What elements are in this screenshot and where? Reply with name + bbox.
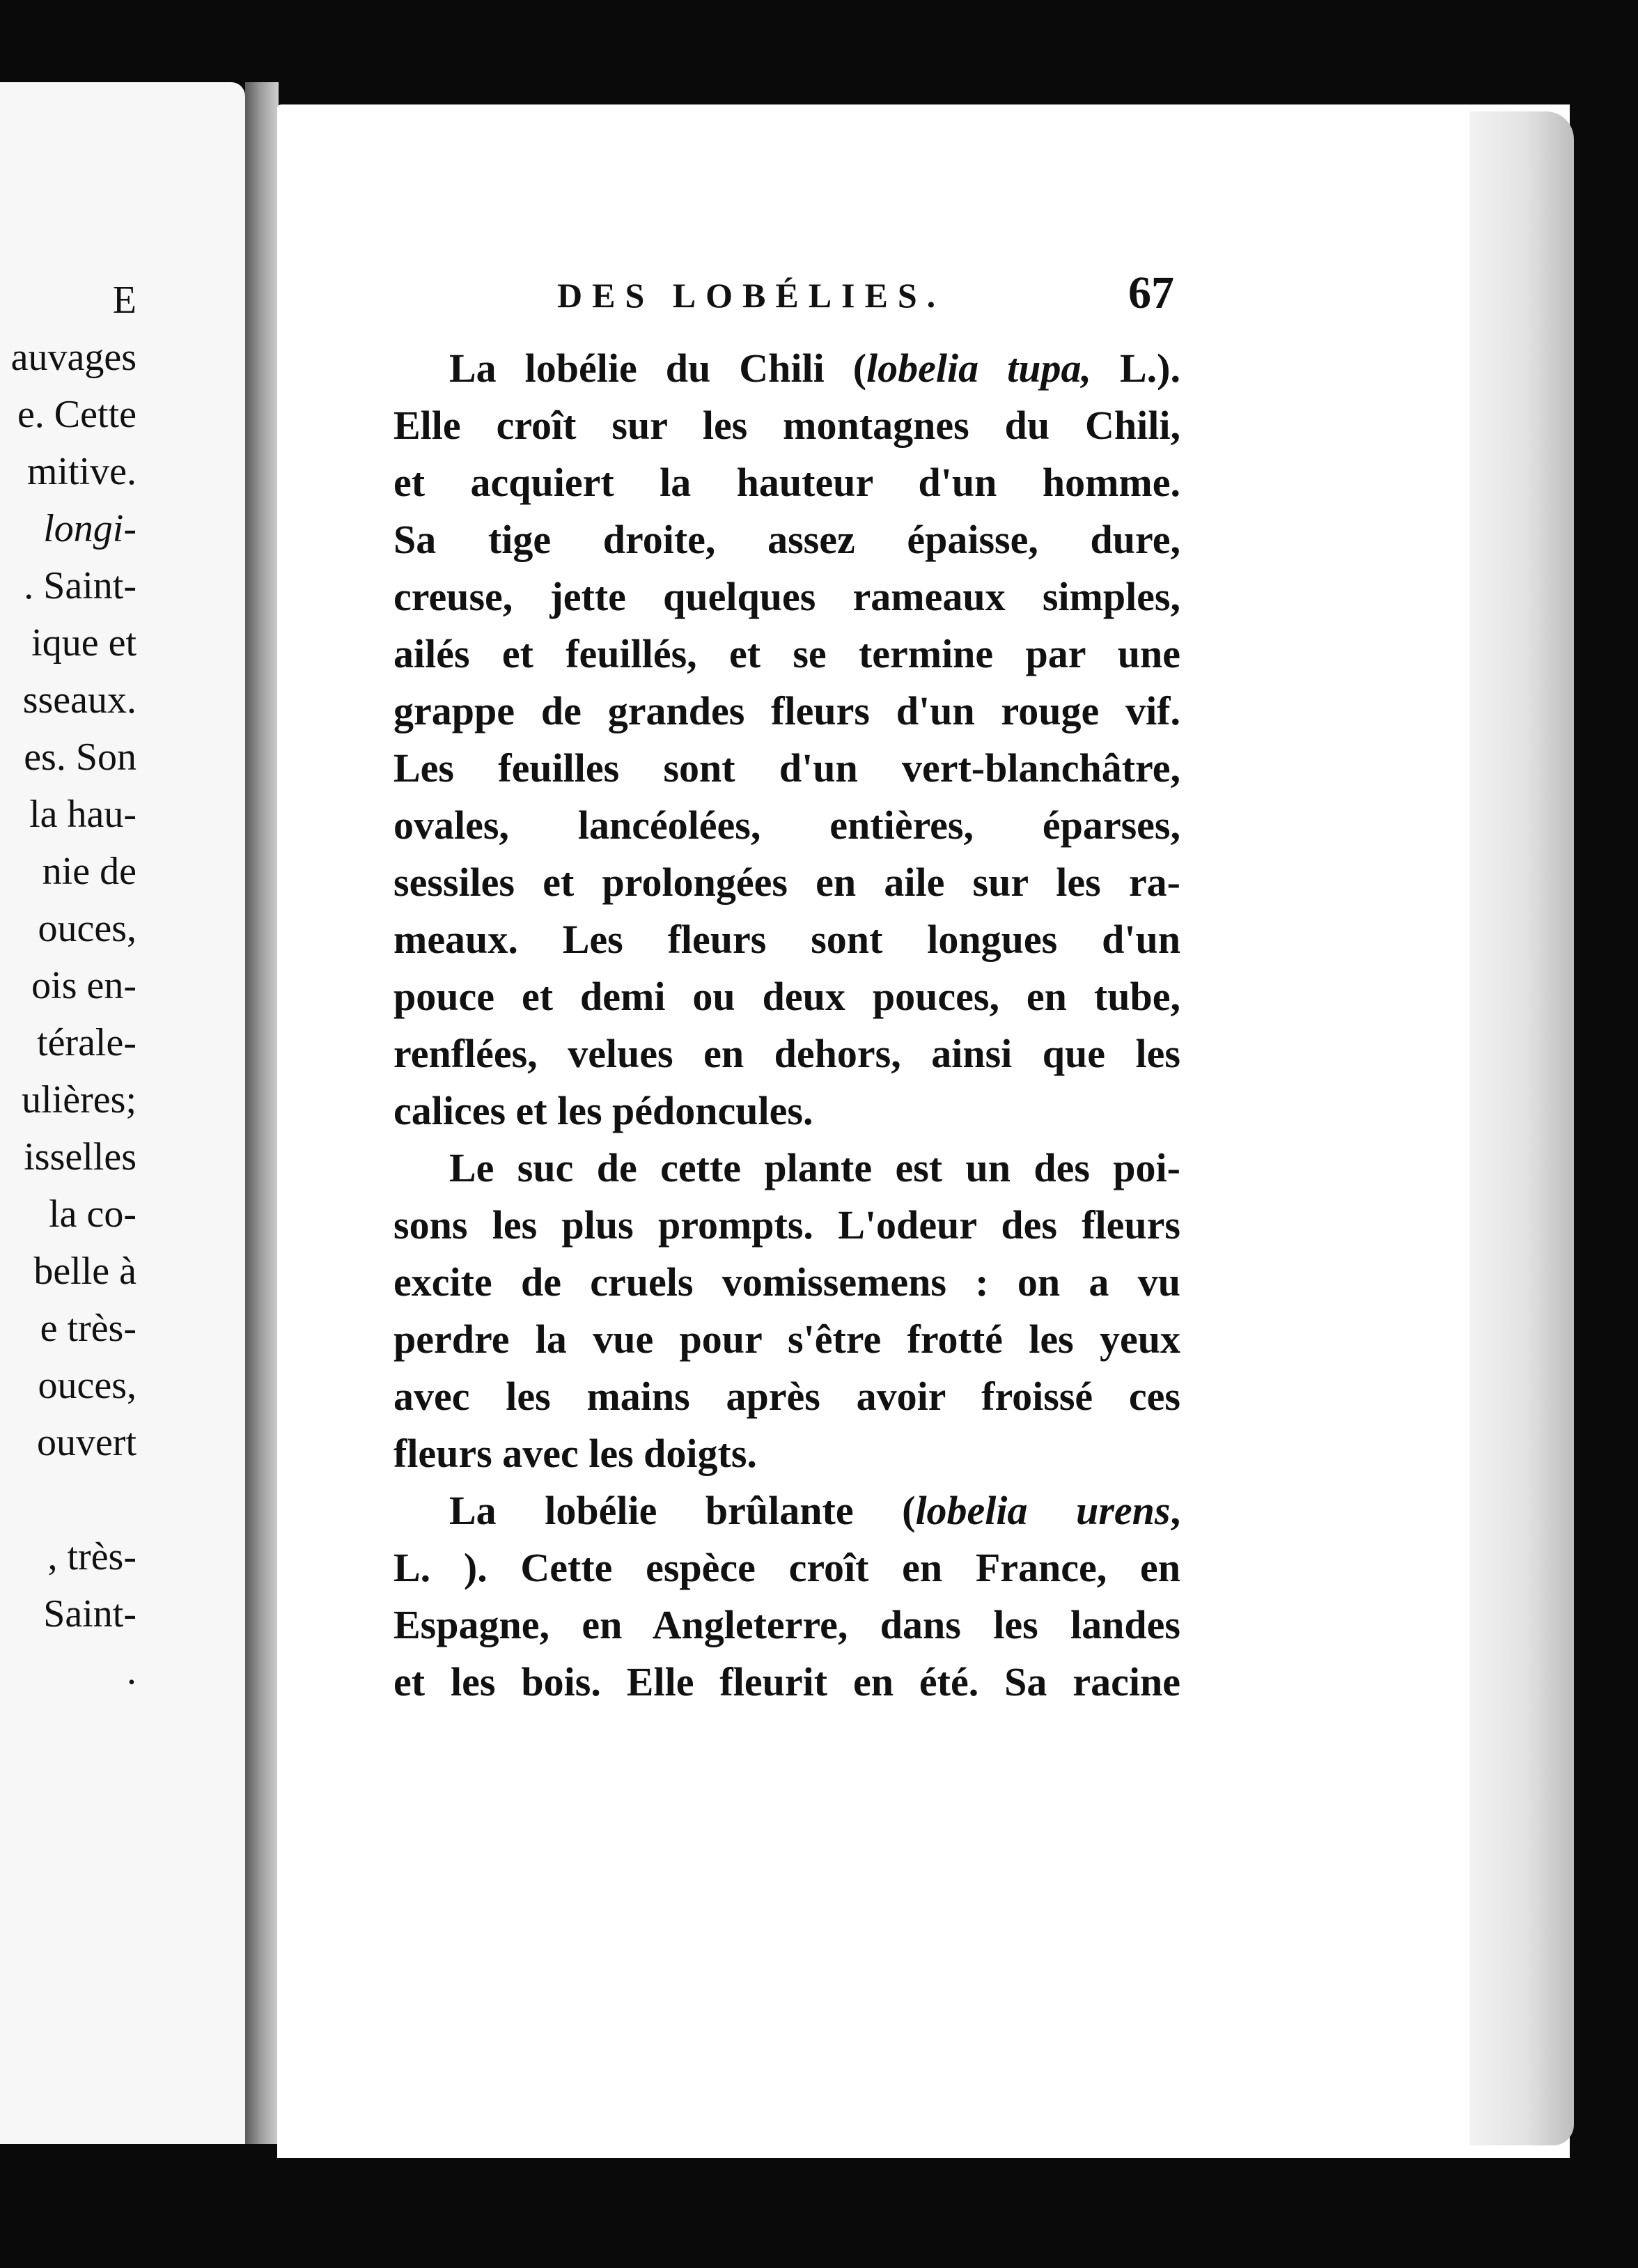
page-edge-shadow (1469, 111, 1574, 2145)
text-line: sessiles et prolongées en aile sur les ra- (393, 860, 1180, 905)
left-page-line: e. Cette (17, 393, 136, 436)
left-page-line: longi- (43, 507, 136, 550)
left-page-line: ique et (31, 621, 136, 665)
left-page-line: la co- (49, 1193, 136, 1236)
page-header (557, 267, 1184, 338)
text-line: Les feuilles sont d'un vert-blanchâtre, (393, 745, 1180, 791)
text-line: et acquiert la hauteur d'un homme. (393, 460, 1180, 505)
latin-name: lobelia tupa, (866, 345, 1091, 391)
text-line: excite de cruels vomissemens : on a vu (393, 1259, 1180, 1305)
text-line: avec les mains après avoir froissé ces (393, 1374, 1180, 1419)
left-facing-page (0, 82, 245, 2144)
left-page-text-fragments (0, 272, 245, 1700)
text-line: ovales, lancéolées, entières, éparses, (393, 802, 1180, 848)
text-line: ailés et feuillés, et se termine par une (393, 631, 1180, 676)
text-line: Espagne, en Angleterre, dans les landes (393, 1602, 1180, 1647)
text-line: grappe de grandes fleurs d'un rouge vif. (393, 688, 1180, 733)
left-page-line (0, 1471, 136, 1528)
text-line: perdre la vue pour s'être frotté les yeux (393, 1316, 1180, 1362)
left-page-line: isselles (24, 1135, 136, 1179)
left-page-line: e très- (40, 1307, 136, 1350)
left-page-line: E (112, 279, 136, 322)
left-page-line: nie de (42, 850, 136, 893)
left-page-line: . (127, 1649, 136, 1693)
text-line: creuse, jette quelques rameaux simples, (393, 574, 1180, 619)
text-line: L. ). Cette espèce croît en France, en (393, 1545, 1180, 1590)
left-page-line: es. Son (24, 736, 136, 779)
left-page-line: ulières; (22, 1078, 136, 1121)
left-page-line: ouces, (38, 907, 136, 950)
text-line: pouce et demi ou deux pouces, en tube, (393, 974, 1180, 1019)
body-text (393, 340, 1180, 1711)
latin-name: lobelia urens (915, 1488, 1171, 1533)
text-line: calices et les pédoncules. (393, 1088, 813, 1133)
text-line: renflées, velues en dehors, ainsi que les (393, 1031, 1180, 1076)
text-line: Le suc de cette plante est un des poi- (449, 1145, 1180, 1190)
left-page-line: térale- (37, 1021, 136, 1064)
left-page-line: Saint- (43, 1592, 136, 1636)
text-line: Elle croît sur les montagnes du Chili, (393, 403, 1180, 448)
left-page-line: sseaux. (22, 678, 136, 722)
text-line: Sa tige droite, assez épaisse, dure, (393, 517, 1180, 562)
text-line: et les bois. Elle fleurit en été. Sa racine (393, 1659, 1180, 1704)
left-page-line: ouvert (36, 1421, 136, 1464)
running-title: DES LOBÉLIES. (557, 276, 946, 315)
page-number: 67 (1128, 267, 1174, 318)
left-page-line: mitive. (26, 450, 136, 493)
text-line: fleurs avec les doigts. (393, 1431, 757, 1476)
left-page-line: la hau- (29, 793, 136, 836)
text-line: sons les plus prompts. L'odeur des fleurs (393, 1202, 1180, 1248)
text-line: La lobélie du Chili (lobelia tupa, L.). (449, 345, 1180, 391)
left-page-line: belle à (33, 1250, 136, 1293)
left-page-line: auvages (10, 336, 136, 379)
book-gutter-shadow (245, 82, 279, 2144)
left-page-line: ois en- (31, 964, 136, 1007)
left-page-line: , très- (47, 1535, 136, 1578)
text-line: La lobélie brûlante (lobelia urens, (449, 1488, 1180, 1533)
text-line: meaux. Les fleurs sont longues d'un (393, 917, 1180, 962)
left-page-line: . Saint- (24, 564, 136, 607)
left-page-line: ouces, (38, 1364, 136, 1407)
